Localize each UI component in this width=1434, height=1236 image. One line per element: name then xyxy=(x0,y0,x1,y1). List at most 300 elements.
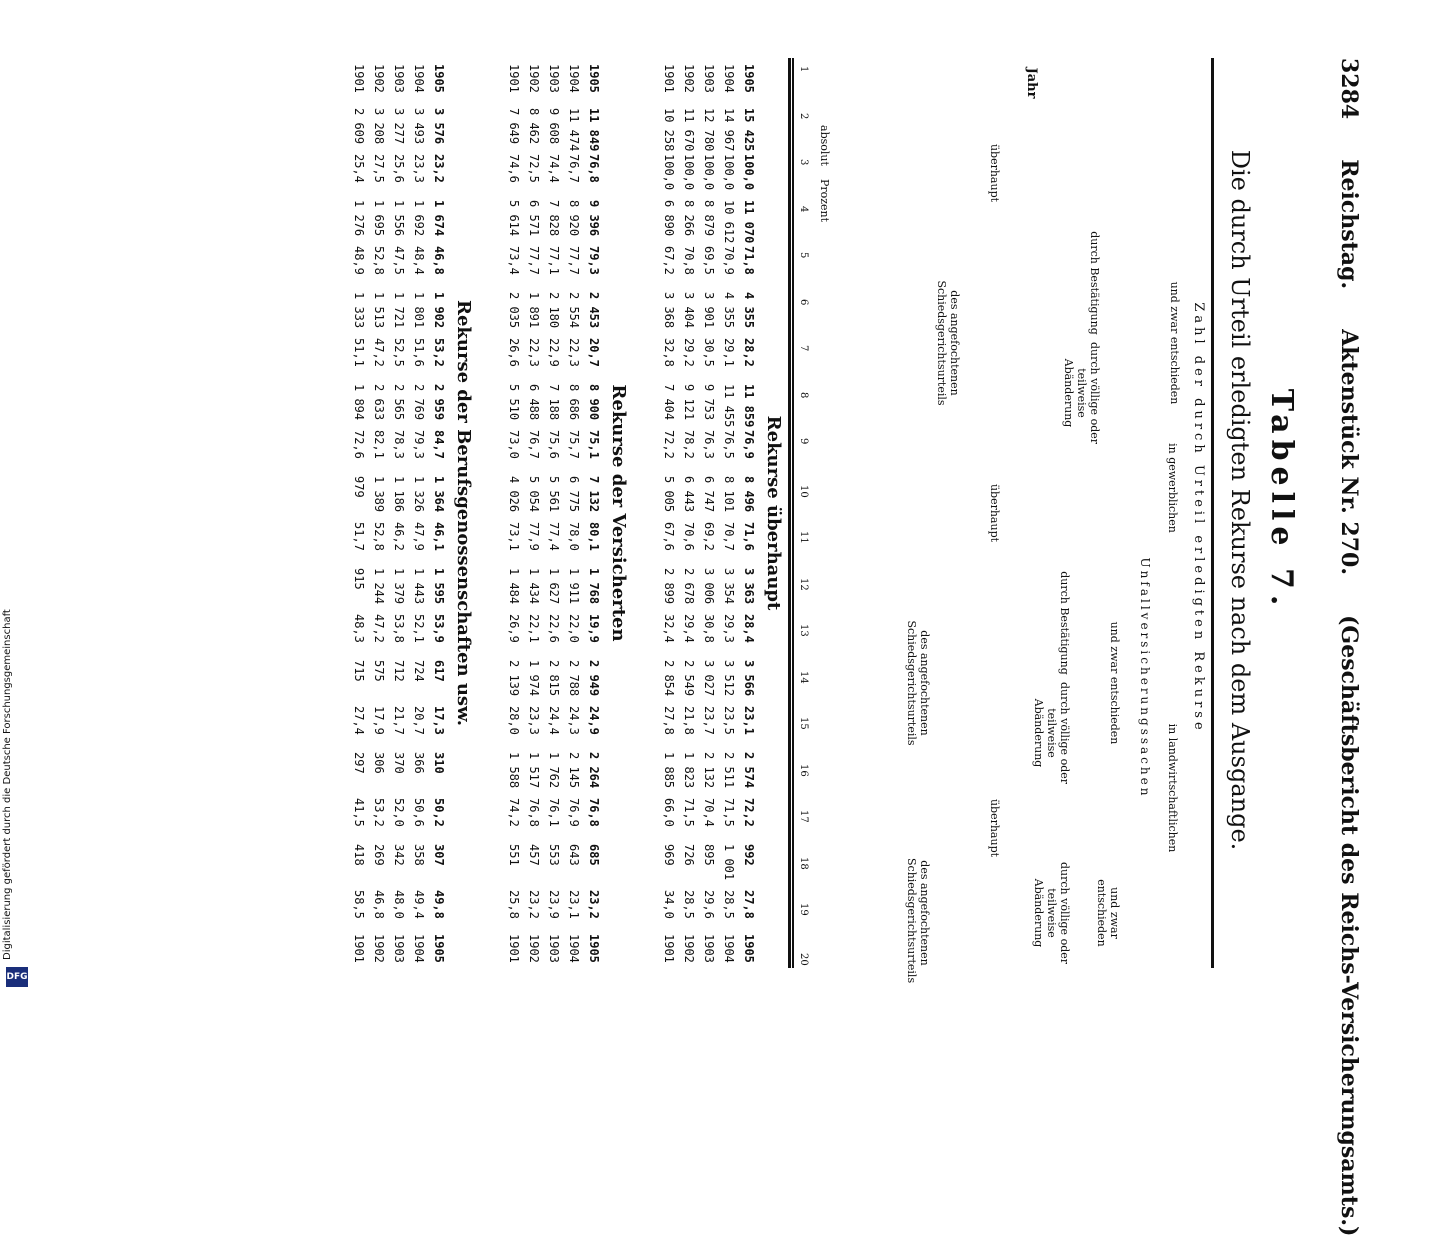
value-cell: 1 695 xyxy=(372,200,386,237)
value-cell: 50,6 xyxy=(412,798,426,827)
year-cell: 1901 xyxy=(507,64,521,93)
value-cell: 3 006 xyxy=(702,568,716,605)
value-cell: 5 054 xyxy=(527,476,541,513)
value-cell: 895 xyxy=(702,844,716,866)
value-cell: 10 258 xyxy=(662,108,676,152)
value-cell: 27,4 xyxy=(352,706,366,735)
value-cell: 6 775 xyxy=(567,476,581,513)
value-cell: 69,2 xyxy=(702,522,716,551)
year-cell-right: 1904 xyxy=(722,934,736,963)
section-title: Rekurse überhaupt xyxy=(763,415,784,611)
table-row xyxy=(368,58,386,968)
year-cell-right: 1905 xyxy=(432,934,446,963)
value-cell: 370 xyxy=(392,752,406,774)
value-cell: 2 554 xyxy=(567,292,581,329)
value-cell: 7 828 xyxy=(547,200,561,237)
value-cell: 1 891 xyxy=(527,292,541,329)
value-cell: 79,3 xyxy=(587,246,601,275)
value-cell: 3 566 xyxy=(742,660,756,697)
header-zahl: Zahl der durch Urteil erledigten Rekurse xyxy=(1191,302,1206,734)
value-cell: 48,9 xyxy=(352,246,366,275)
value-cell: 7 649 xyxy=(507,108,521,145)
value-cell: 72,6 xyxy=(352,430,366,459)
column-number: 4 xyxy=(798,206,809,213)
value-cell: 22,9 xyxy=(547,338,561,367)
year-cell: 1904 xyxy=(722,64,736,93)
value-cell: 23,2 xyxy=(587,890,601,919)
value-cell: 52,8 xyxy=(372,246,386,275)
value-cell: 2 511 xyxy=(722,752,736,789)
value-cell: 2 574 xyxy=(742,752,756,789)
value-cell: 77,7 xyxy=(527,246,541,275)
value-cell: 76,7 xyxy=(567,154,581,183)
value-cell: 8 920 xyxy=(567,200,581,237)
year-cell-right: 1903 xyxy=(547,934,561,963)
value-cell: 73,4 xyxy=(507,246,521,275)
value-cell: 1 001 xyxy=(722,844,736,881)
table-row xyxy=(718,58,736,968)
value-cell: 1 674 xyxy=(432,200,446,237)
value-cell: 8 266 xyxy=(682,200,696,237)
value-cell: 46,8 xyxy=(432,246,446,275)
value-cell: 84,7 xyxy=(432,430,446,459)
value-cell: 5 561 xyxy=(547,476,561,513)
value-cell: 1 721 xyxy=(392,292,406,329)
value-cell: 58,5 xyxy=(352,890,366,919)
value-cell: 11 670 xyxy=(682,108,696,152)
column-numbers xyxy=(795,58,809,968)
value-cell: 4 355 xyxy=(742,292,756,329)
value-cell: 269 xyxy=(372,844,386,866)
value-cell: 21,7 xyxy=(392,706,406,735)
value-cell: 3 208 xyxy=(372,108,386,145)
value-cell: 6 488 xyxy=(527,384,541,421)
value-cell: 17,9 xyxy=(372,706,386,735)
value-cell: 2 565 xyxy=(392,384,406,421)
header-ueberhaupt-1: überhaupt xyxy=(988,143,1001,203)
value-cell: 23,5 xyxy=(722,706,736,735)
column-number: 15 xyxy=(798,717,809,730)
value-cell: 100,0 xyxy=(682,154,696,191)
value-cell: 48,4 xyxy=(412,246,426,275)
value-cell: 2 854 xyxy=(662,660,676,697)
table-row xyxy=(388,58,406,968)
value-cell: 7 132 xyxy=(587,476,601,513)
value-cell: 76,5 xyxy=(722,430,736,459)
value-cell: 969 xyxy=(662,844,676,866)
year-cell: 1902 xyxy=(372,64,386,93)
value-cell: 48,0 xyxy=(392,890,406,919)
value-cell: 3 354 xyxy=(722,568,736,605)
value-cell: 1 974 xyxy=(527,660,541,697)
value-cell: 358 xyxy=(412,844,426,866)
table-row xyxy=(583,58,601,968)
value-cell: 28,5 xyxy=(722,890,736,919)
value-cell: 2 678 xyxy=(682,568,696,605)
column-number: 18 xyxy=(798,857,809,870)
year-cell: 1903 xyxy=(547,64,561,93)
value-cell: 77,7 xyxy=(567,246,581,275)
value-cell: 6 571 xyxy=(527,200,541,237)
value-cell: 53,8 xyxy=(392,614,406,643)
header-unfall: Unfallversicherungssachen xyxy=(1138,557,1152,799)
value-cell: 1 768 xyxy=(587,568,601,605)
value-cell: 1 244 xyxy=(372,568,386,605)
table-row xyxy=(428,58,446,968)
value-cell: 1 517 xyxy=(527,752,541,789)
column-number: 12 xyxy=(798,578,809,591)
page-number: 3284 xyxy=(1336,58,1362,120)
value-cell: 685 xyxy=(587,844,601,866)
value-cell: 2 815 xyxy=(547,660,561,697)
value-cell: 76,8 xyxy=(527,798,541,827)
section-title: Rekurse der Berufsgenossenschaften usw. xyxy=(453,299,474,727)
value-cell: 2 949 xyxy=(587,660,601,697)
value-cell: 71,8 xyxy=(742,246,756,275)
header-absolut: absolut xyxy=(818,125,831,166)
value-cell: 643 xyxy=(567,844,581,866)
year-cell: 1902 xyxy=(527,64,541,93)
value-cell: 617 xyxy=(432,660,446,682)
header-schieds-3: des angefochtenen Schiedsgerichtsurteils xyxy=(905,858,931,984)
value-cell: 25,6 xyxy=(392,154,406,183)
value-cell: 51,6 xyxy=(412,338,426,367)
value-cell: 2 609 xyxy=(352,108,366,145)
year-cell-right: 1905 xyxy=(587,934,601,963)
value-cell: 22,1 xyxy=(527,614,541,643)
value-cell: 11 474 xyxy=(567,108,581,152)
value-cell: 70,7 xyxy=(722,522,736,551)
header-und-zwar-3: und zwar entschieden xyxy=(1095,879,1121,947)
value-cell: 41,5 xyxy=(352,798,366,827)
table-row xyxy=(698,58,716,968)
value-cell: 23,9 xyxy=(547,890,561,919)
section-title: Rekurse der Versicherten xyxy=(608,384,629,642)
value-cell: 724 xyxy=(412,660,426,682)
column-number: 10 xyxy=(798,485,809,498)
value-cell: 72,2 xyxy=(662,430,676,459)
year-cell-right: 1904 xyxy=(412,934,426,963)
column-number: 5 xyxy=(798,252,809,259)
value-cell: 1 556 xyxy=(392,200,406,237)
table-row xyxy=(523,58,541,968)
value-cell: 72,5 xyxy=(527,154,541,183)
value-cell: 2 180 xyxy=(547,292,561,329)
value-cell: 75,1 xyxy=(587,430,601,459)
value-cell: 2 139 xyxy=(507,660,521,697)
column-number: 16 xyxy=(798,764,809,777)
value-cell: 307 xyxy=(432,844,446,866)
value-cell: 14 967 xyxy=(722,108,736,152)
value-cell: 34,0 xyxy=(662,890,676,919)
column-number: 11 xyxy=(798,531,809,544)
value-cell: 70,4 xyxy=(702,798,716,827)
column-number: 20 xyxy=(798,953,809,966)
value-cell: 1 885 xyxy=(662,752,676,789)
value-cell: 28,4 xyxy=(742,614,756,643)
value-cell: 1 513 xyxy=(372,292,386,329)
value-cell: 76,8 xyxy=(587,154,601,183)
value-cell: 23,1 xyxy=(567,890,581,919)
value-cell: 100,0 xyxy=(722,154,736,191)
value-cell: 80,1 xyxy=(587,522,601,551)
value-cell: 992 xyxy=(742,844,756,866)
value-cell: 2 899 xyxy=(662,568,676,605)
value-cell: 32,8 xyxy=(662,338,676,367)
year-cell: 1905 xyxy=(587,64,601,93)
header-aenderung-2: durch völlige oder teilweise Abänderung xyxy=(1032,682,1071,784)
column-number: 17 xyxy=(798,810,809,823)
header-landwirtschaftlich: in landwirtschaftlichen xyxy=(1166,723,1179,853)
value-cell: 1 276 xyxy=(352,200,366,237)
value-cell: 7 404 xyxy=(662,384,676,421)
value-cell: 8 496 xyxy=(742,476,756,513)
value-cell: 23,2 xyxy=(432,154,446,183)
value-cell: 3 404 xyxy=(682,292,696,329)
value-cell: 23,7 xyxy=(702,706,716,735)
value-cell: 8 900 xyxy=(587,384,601,421)
value-cell: 297 xyxy=(352,752,366,774)
value-cell: 979 xyxy=(352,476,366,498)
value-cell: 50,2 xyxy=(432,798,446,827)
value-cell: 71,5 xyxy=(682,798,696,827)
value-cell: 69,5 xyxy=(702,246,716,275)
value-cell: 2 132 xyxy=(702,752,716,789)
value-cell: 11 070 xyxy=(742,200,756,244)
value-cell: 1 588 xyxy=(507,752,521,789)
year-cell: 1901 xyxy=(352,64,366,93)
table-row xyxy=(563,58,581,968)
value-cell: 726 xyxy=(682,844,696,866)
header-ueberhaupt-2: überhaupt xyxy=(988,483,1001,543)
column-number: 13 xyxy=(798,624,809,637)
value-cell: 342 xyxy=(392,844,406,866)
value-cell: 76,3 xyxy=(702,430,716,459)
value-cell: 76,1 xyxy=(547,798,561,827)
year-cell-right: 1902 xyxy=(372,934,386,963)
value-cell: 70,6 xyxy=(682,522,696,551)
value-cell: 2 035 xyxy=(507,292,521,329)
value-cell: 4 355 xyxy=(722,292,736,329)
value-cell: 53,2 xyxy=(372,798,386,827)
value-cell: 1 762 xyxy=(547,752,561,789)
value-cell: 24,4 xyxy=(547,706,561,735)
value-cell: 27,8 xyxy=(662,706,676,735)
column-number: 2 xyxy=(798,113,809,120)
value-cell: 23,1 xyxy=(742,706,756,735)
value-cell: 1 434 xyxy=(527,568,541,605)
value-cell: 82,1 xyxy=(372,430,386,459)
value-cell: 32,4 xyxy=(662,614,676,643)
value-cell: 306 xyxy=(372,752,386,774)
value-cell: 75,6 xyxy=(547,430,561,459)
document-number: Aktenstück Nr. 270. xyxy=(1336,329,1362,575)
value-cell: 8 686 xyxy=(567,384,581,421)
value-cell: 1 333 xyxy=(352,292,366,329)
value-cell: 2 959 xyxy=(432,384,446,421)
value-cell: 49,8 xyxy=(432,890,446,919)
year-cell-right: 1905 xyxy=(742,934,756,963)
table-subtitle: Die durch Urteil erledigten Rekurse nach dem Ausgange. xyxy=(1226,149,1254,851)
value-cell: 47,5 xyxy=(392,246,406,275)
value-cell: 52,1 xyxy=(412,614,426,643)
value-cell: 1 364 xyxy=(432,476,446,513)
table-row xyxy=(543,58,561,968)
value-cell: 22,0 xyxy=(567,614,581,643)
column-number: 9 xyxy=(798,438,809,445)
value-cell: 3 901 xyxy=(702,292,716,329)
value-cell: 78,3 xyxy=(392,430,406,459)
header-aenderung-1: durch völlige oder teilweise Abänderung xyxy=(1062,342,1101,444)
value-cell: 17,3 xyxy=(432,706,446,735)
year-cell-right: 1903 xyxy=(702,934,716,963)
header-schieds-2: des angefochtenen Schiedsgerichtsurteils xyxy=(905,620,931,746)
value-cell: 418 xyxy=(352,844,366,866)
value-cell: 6 443 xyxy=(682,476,696,513)
value-cell: 1 823 xyxy=(682,752,696,789)
value-cell: 22,3 xyxy=(567,338,581,367)
value-cell: 575 xyxy=(372,660,386,682)
value-cell: 24,3 xyxy=(567,706,581,735)
value-cell: 100,0 xyxy=(662,154,676,191)
table-row xyxy=(658,58,676,968)
year-cell: 1904 xyxy=(567,64,581,93)
column-number: 19 xyxy=(798,903,809,916)
value-cell: 53,2 xyxy=(432,338,446,367)
value-cell: 23,2 xyxy=(527,890,541,919)
year-cell: 1903 xyxy=(702,64,716,93)
value-cell: 76,7 xyxy=(527,430,541,459)
value-cell: 70,9 xyxy=(722,246,736,275)
header-ueberhaupt-3: überhaupt xyxy=(988,798,1001,858)
value-cell: 5 510 xyxy=(507,384,521,421)
year-cell-right: 1901 xyxy=(662,934,676,963)
value-cell: 1 902 xyxy=(432,292,446,329)
value-cell: 46,2 xyxy=(392,522,406,551)
value-cell: 1 801 xyxy=(412,292,426,329)
value-cell: 29,3 xyxy=(722,614,736,643)
value-cell: 20,7 xyxy=(587,338,601,367)
table-row xyxy=(678,58,696,968)
value-cell: 74,2 xyxy=(507,798,521,827)
value-cell: 25,4 xyxy=(352,154,366,183)
value-cell: 5 005 xyxy=(662,476,676,513)
value-cell: 67,6 xyxy=(662,522,676,551)
value-cell: 8 879 xyxy=(702,200,716,237)
value-cell: 8 101 xyxy=(722,476,736,513)
value-cell: 29,2 xyxy=(682,338,696,367)
value-cell: 77,4 xyxy=(547,522,561,551)
value-cell: 9 121 xyxy=(682,384,696,421)
value-cell: 70,8 xyxy=(682,246,696,275)
column-number: 8 xyxy=(798,392,809,399)
value-cell: 1 389 xyxy=(372,476,386,513)
year-cell-right: 1904 xyxy=(567,934,581,963)
year-cell: 1901 xyxy=(662,64,676,93)
value-cell: 29,4 xyxy=(682,614,696,643)
header-prozent: Prozent xyxy=(818,178,831,223)
value-cell: 1 595 xyxy=(432,568,446,605)
year-cell-right: 1903 xyxy=(392,934,406,963)
value-cell: 29,1 xyxy=(722,338,736,367)
value-cell: 27,8 xyxy=(742,890,756,919)
value-cell: 23,3 xyxy=(412,154,426,183)
value-cell: 1 911 xyxy=(567,568,581,605)
value-cell: 52,0 xyxy=(392,798,406,827)
publication-name: Reichstag. xyxy=(1336,159,1362,290)
value-cell: 551 xyxy=(507,844,521,866)
year-cell: 1905 xyxy=(742,64,756,93)
value-cell: 457 xyxy=(527,844,541,866)
value-cell: 21,8 xyxy=(682,706,696,735)
value-cell: 77,9 xyxy=(527,522,541,551)
value-cell: 12 780 xyxy=(702,108,716,152)
value-cell: 24,9 xyxy=(587,706,601,735)
value-cell: 66,0 xyxy=(662,798,676,827)
header-bestaetigung-2: durch Bestätigung xyxy=(1058,571,1071,675)
value-cell: 73,0 xyxy=(507,430,521,459)
value-cell: 19,9 xyxy=(587,614,601,643)
table-header xyxy=(788,58,1214,984)
value-cell: 100,0 xyxy=(742,154,756,191)
value-cell: 30,8 xyxy=(702,614,716,643)
value-cell: 9 608 xyxy=(547,108,561,145)
value-cell: 52,8 xyxy=(372,522,386,551)
value-cell: 1 484 xyxy=(507,568,521,605)
value-cell: 26,6 xyxy=(507,338,521,367)
value-cell: 3 493 xyxy=(412,108,426,145)
table-row xyxy=(408,58,426,968)
value-cell: 2 145 xyxy=(567,752,581,789)
value-cell: 9 396 xyxy=(587,200,601,237)
value-cell: 2 769 xyxy=(412,384,426,421)
value-cell: 74,4 xyxy=(547,154,561,183)
header-schieds-1: des angefochtenen Schiedsgerichtsurteils xyxy=(935,280,961,406)
value-cell: 715 xyxy=(352,660,366,682)
column-number: 7 xyxy=(798,345,809,352)
table-row xyxy=(503,58,521,968)
year-cell-right: 1901 xyxy=(352,934,366,963)
value-cell: 553 xyxy=(547,844,561,866)
value-cell: 73,1 xyxy=(507,522,521,551)
value-cell: 1 379 xyxy=(392,568,406,605)
value-cell: 25,8 xyxy=(507,890,521,919)
value-cell: 15 425 xyxy=(742,108,756,152)
dfg-logo: DFG xyxy=(6,967,28,987)
value-cell: 3 277 xyxy=(392,108,406,145)
value-cell: 47,9 xyxy=(412,522,426,551)
value-cell: 76,9 xyxy=(742,430,756,459)
value-cell: 1 186 xyxy=(392,476,406,513)
value-cell: 48,3 xyxy=(352,614,366,643)
value-cell: 29,6 xyxy=(702,890,716,919)
value-cell: 4 026 xyxy=(507,476,521,513)
value-cell: 11 859 xyxy=(742,384,756,428)
value-cell: 2 633 xyxy=(372,384,386,421)
header-und-zwar-2: und zwar entschieden xyxy=(1108,621,1121,745)
header-bestaetigung-1: durch Bestätigung xyxy=(1088,231,1101,335)
value-cell: 2 549 xyxy=(682,660,696,697)
value-cell: 72,2 xyxy=(742,798,756,827)
value-cell: 310 xyxy=(432,752,446,774)
value-cell: 5 614 xyxy=(507,200,521,237)
page-header xyxy=(1336,58,1362,1236)
year-cell-right: 1902 xyxy=(682,934,696,963)
value-cell: 915 xyxy=(352,568,366,590)
value-cell: 30,5 xyxy=(702,338,716,367)
value-cell: 26,9 xyxy=(507,614,521,643)
value-cell: 11 455 xyxy=(722,384,736,428)
